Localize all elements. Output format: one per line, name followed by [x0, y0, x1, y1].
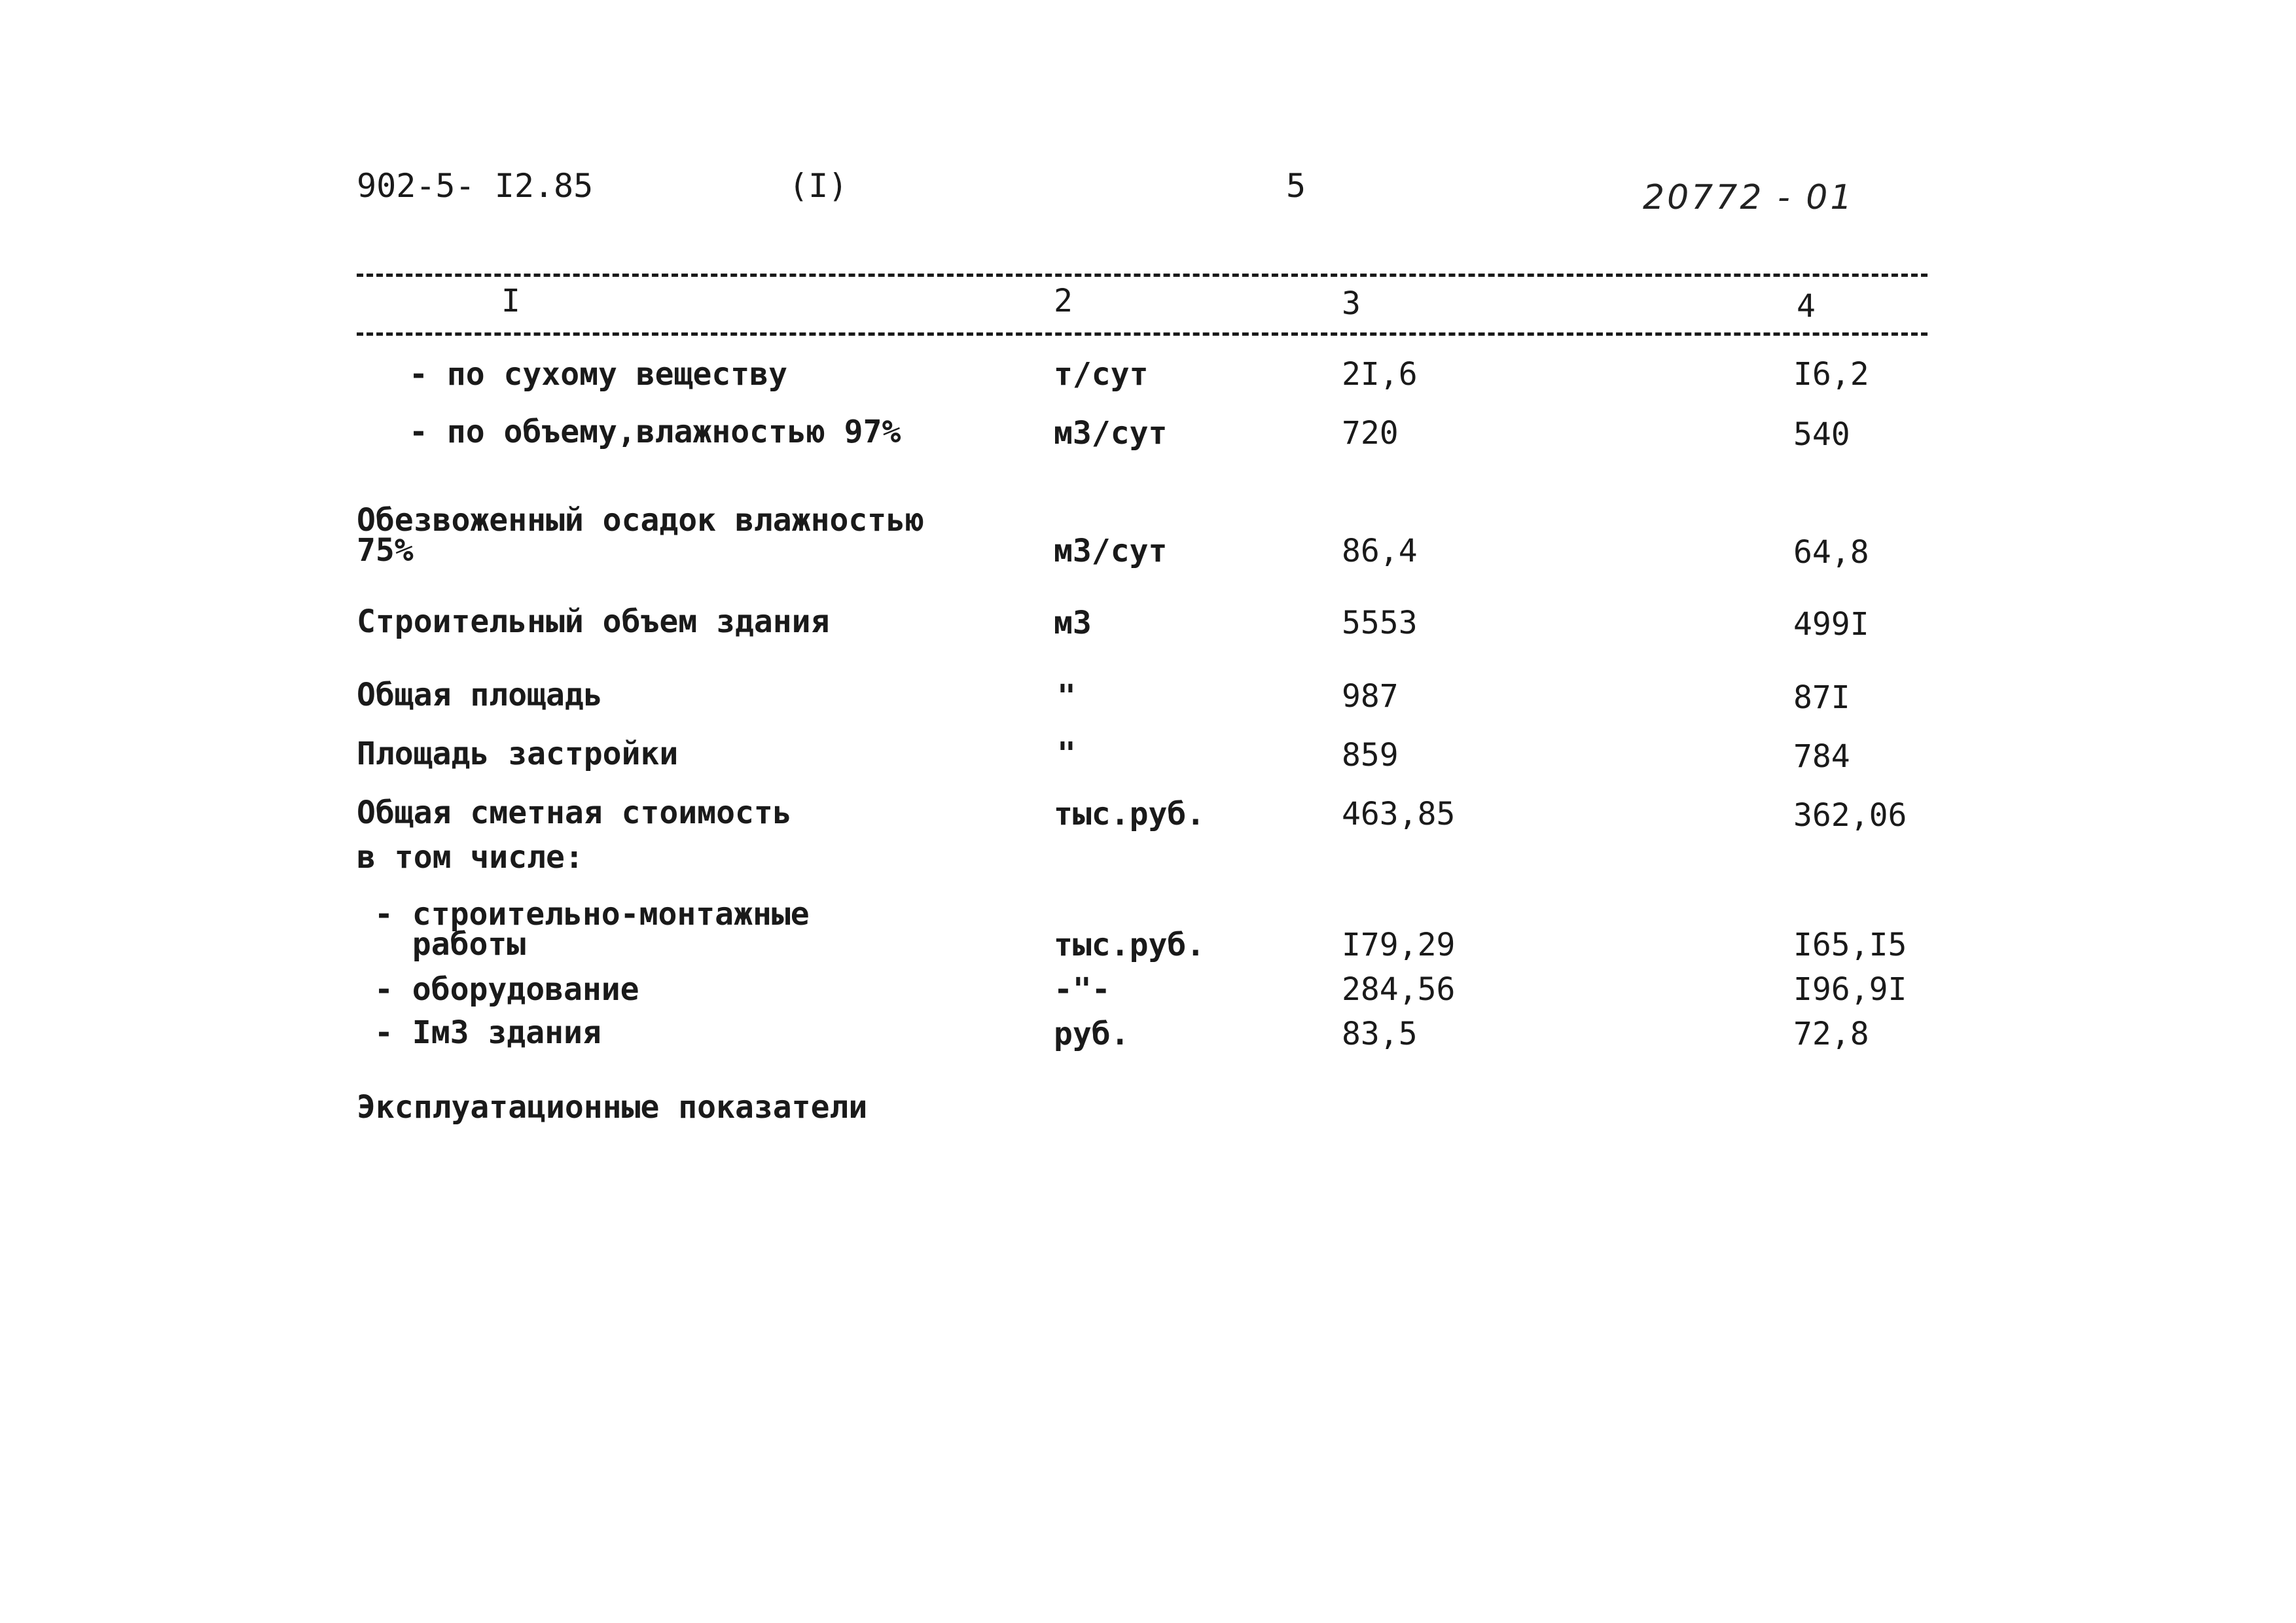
row-label: - Iм3 здания [374, 1014, 601, 1051]
row-value-col4: I96,9I [1793, 971, 1907, 1008]
row-unit: -"- [1054, 971, 1111, 1008]
row-unit: " [1057, 736, 1076, 772]
row-label: - по сухому веществу [409, 356, 787, 393]
row-unit: " [1057, 678, 1076, 715]
row-unit: м3 [1054, 605, 1092, 641]
row-label: - оборудование [374, 971, 639, 1008]
row-value-col3: 463,85 [1342, 796, 1456, 832]
row-value-col3: 2I,6 [1342, 356, 1418, 393]
row-label: Строительный объем здания [357, 603, 830, 640]
row-unit: т/сут [1054, 356, 1149, 393]
page-number: 5 [1286, 167, 1306, 205]
row-label: Обезвоженный осадок влажностью 75% [357, 502, 924, 569]
column-number-4: 4 [1797, 288, 1816, 325]
row-value-col4: 64,8 [1793, 534, 1869, 571]
handwritten-document-id: 20772 - 01 [1643, 178, 1855, 217]
section-heading: Эксплуатационные показатели [357, 1089, 868, 1126]
row-value-col4: I6,2 [1793, 356, 1869, 393]
row-value-col4: 72,8 [1793, 1016, 1869, 1052]
row-value-col4: 362,06 [1793, 797, 1907, 834]
document-code: 902-5- I2.85 [357, 167, 594, 205]
row-unit: м3/сут [1054, 415, 1168, 452]
table-top-rule [357, 274, 1928, 277]
row-label: - строительно-монтажные работы [374, 896, 810, 963]
row-label: - по объему,влажностью 97% [409, 414, 901, 450]
row-value-col4: 499I [1793, 606, 1869, 643]
row-value-col3: I79,29 [1342, 927, 1456, 963]
row-value-col4: I65,I5 [1793, 927, 1907, 963]
row-unit: руб. [1054, 1016, 1130, 1052]
row-value-col3: 720 [1342, 415, 1399, 452]
column-number-1: I [501, 283, 520, 319]
table-header-rule [357, 332, 1928, 336]
row-label: Общая сметная стоимость [357, 794, 792, 831]
row-unit: м3/сут [1054, 533, 1168, 569]
column-number-2: 2 [1054, 283, 1073, 319]
row-value-col4: 87I [1793, 679, 1850, 716]
row-value-col4: 540 [1793, 416, 1850, 453]
row-label: Площадь застройки [357, 736, 679, 772]
row-label: Общая площадь [357, 677, 603, 713]
row-value-col3: 83,5 [1342, 1016, 1418, 1052]
row-value-col4: 784 [1793, 738, 1850, 775]
row-value-col3: 987 [1342, 678, 1399, 715]
row-value-col3: 284,56 [1342, 971, 1456, 1008]
column-number-3: 3 [1342, 285, 1361, 322]
row-value-col3: 86,4 [1342, 533, 1418, 569]
row-value-col3: 5553 [1342, 605, 1418, 641]
row-value-col3: 859 [1342, 737, 1399, 774]
row-unit: тыс.руб. [1054, 927, 1206, 963]
row-label: в том числе: [357, 839, 584, 876]
part-number: (I) [789, 167, 848, 205]
row-unit: тыс.руб. [1054, 796, 1206, 832]
